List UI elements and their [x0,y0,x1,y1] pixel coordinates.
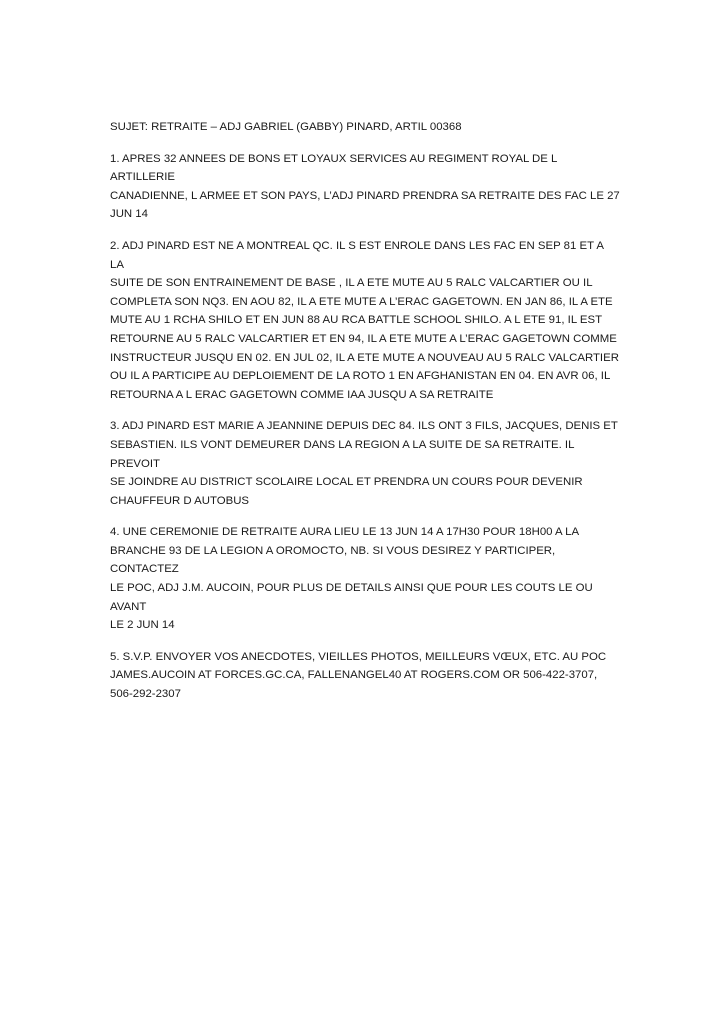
document-body [110,118,620,717]
paragraph-3: 3. ADJ PINARD EST MARIE A JEANNINE DEPUIS DEC 84. ILS ONT 3 FILS, JACQUES, DENIS ET SEBASTIEN. ILS VONT DEMEURER DANS LA REGION A LA SUITE DE SA RETRAITE. IL PREVOIT SE JOINDRE AU DISTRICT SCOLAIRE LOCAL ET PRENDRA UN COURS POUR DEVENIR CHAUFFEUR D AUTOBUS [110,420,618,507]
paragraph-5: 5. S.V.P. ENVOYER VOS ANECDOTES, VIEILLES PHOTOS, MEILLEURS VŒUX, ETC. AU POC JAMES.AUCOIN AT FORCES.GC.CA, FALLENANGEL40 AT ROGERS.COM OR 506-422-3707, 506-292-2307 [110,650,607,701]
paragraph-4: 4. UNE CEREMONIE DE RETRAITE AURA LIEU LE 13 JUN 14 A 17H30 POUR 18H00 A LA BRANCHE 93 DE LA LEGION A OROMOCTO, NB. SI VOUS DESIREZ Y PARTICIPER, CONTACTEZ LE POC, ADJ J.M. AUCOIN, POUR PLUS DE DETAILS AINSI QUE POUR LES COUTS LE OU AVANT LE 2 JUN 14 [110,526,593,632]
paragraph-1: 1. APRES 32 ANNEES DE BONS ET LOYAUX SERVICES AU REGIMENT ROYAL DE L ARTILLERIE CANADIENNE, L ARMEE ET SON PAYS, L’ADJ PINARD PRENDRA SA RETRAITE DES FAC LE 27 JUN 14 [110,152,620,221]
subject-line: SUJET: RETRAITE – ADJ GABRIEL (GABBY) PINARD, ARTIL 00368 [110,121,462,133]
paragraph-2: 2. ADJ PINARD EST NE A MONTREAL QC. IL S EST ENROLE DANS LES FAC EN SEP 81 ET A LA SUITE DE SON ENTRAINEMENT DE BASE , IL A ETE MUTE AU 5 RALC VALCARTIER OU IL COMPLETA SON NQ3. EN AOU 82, IL A ETE MUTE A L’ERAC GAGETOWN. EN JAN 86, IL A ETE MUTE AU 1 RCHA SHILO ET EN JUN 88 AU RCA BATTLE SCHOOL SHILO. A L ETE 91, IL EST RETOURNE AU 5 RALC VALCARTIER ET EN 94, IL A ETE MUTE A L’ERAC GAGETOWN COMME INSTRUCTEUR JUSQU EN 02. EN JUL 02, IL A ETE MUTE A NOUVEAU AU 5 RALC VALCARTIER OU IL A PARTICIPE AU DEPLOIEMENT DE LA ROTO 1 EN AFGHANISTAN EN 04. EN AVR 06, IL RETOURNA A L ERAC GAGETOWN COMME IAA JUSQU A SA RETRAITE [110,239,619,401]
